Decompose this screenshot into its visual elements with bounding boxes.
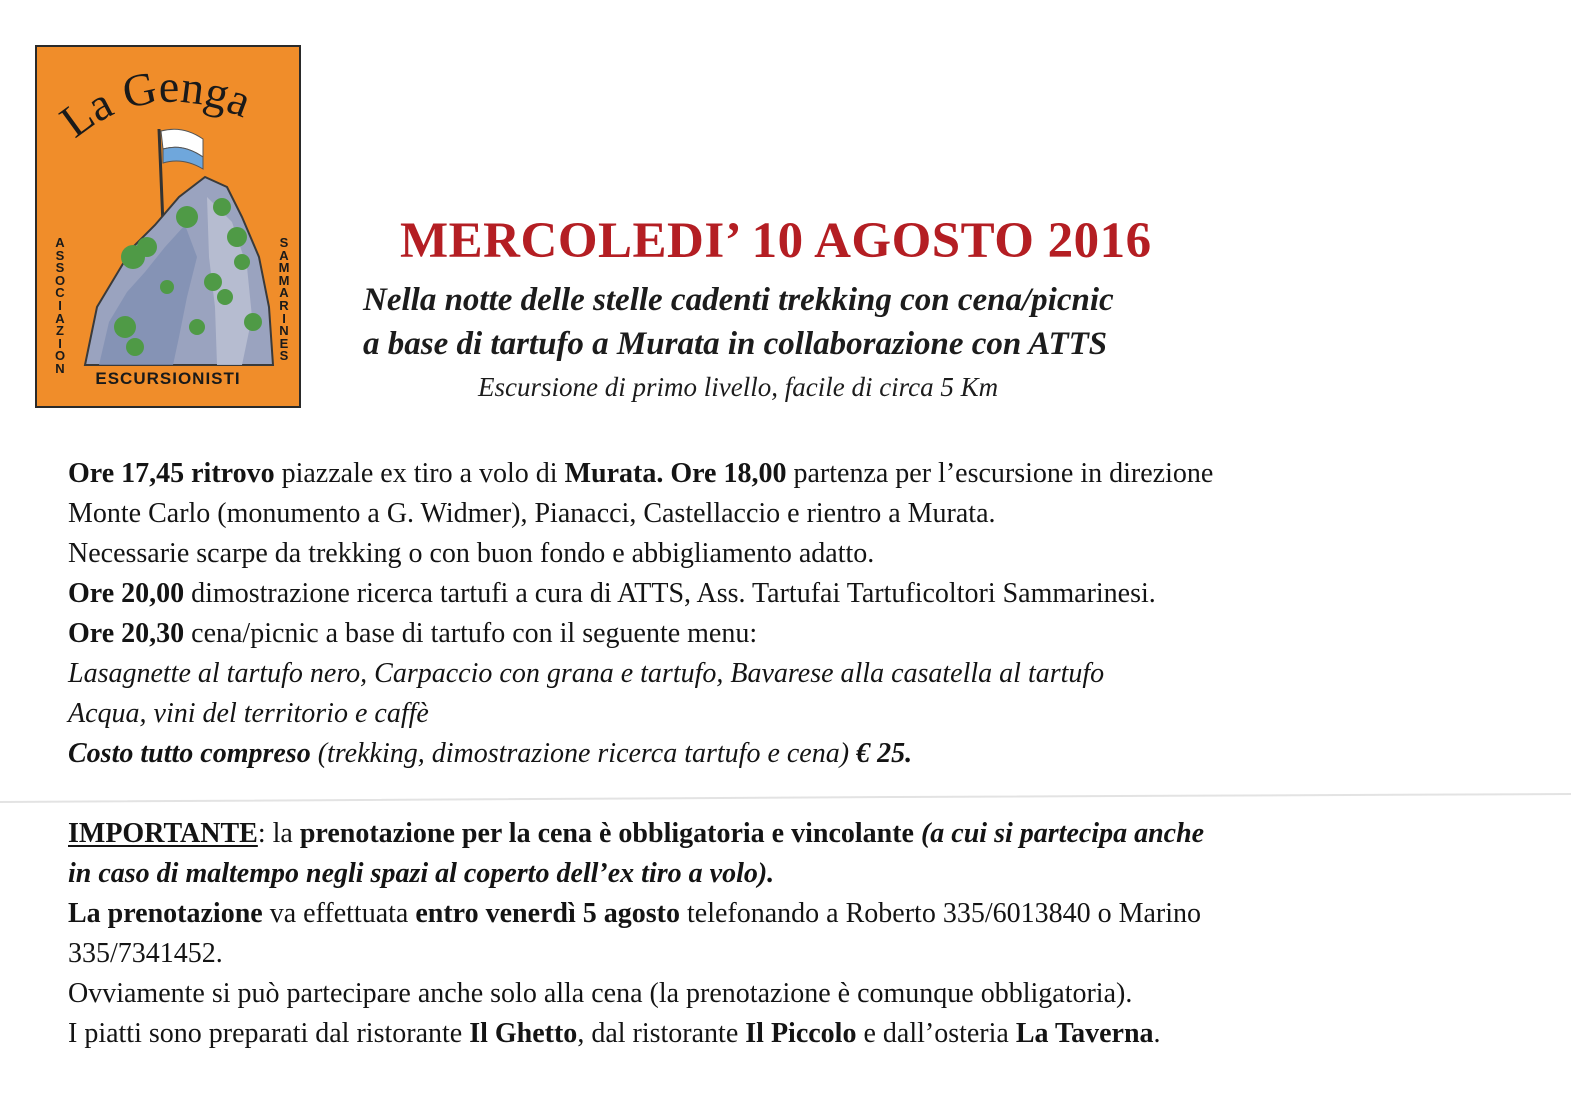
- logo-name: La Genga: [50, 60, 259, 148]
- subtitle-line-2: a base di tartufo a Murata in collaborazione con ATTS: [363, 326, 1108, 362]
- cost-line: Costo tutto compreso (trekking, dimostrazione ricerca tartufo e cena) € 25.: [68, 738, 913, 769]
- program-line-4: Ore 20,00 dimostrazione ricerca tartufi a cura di ATTS, Ass. Tartufai Tartuficoltori Sammarinesi.: [68, 578, 1156, 609]
- page-title: MERCOLEDI’ 10 AGOSTO 2016: [400, 213, 1152, 269]
- booking-phone-line: 335/7341452.: [68, 938, 223, 969]
- program-line-1: Ore 17,45 ritrovo piazzale ex tiro a volo di Murata. Ore 18,00 partenza per l’escursione in direzione: [68, 458, 1214, 489]
- logo-artwork: [37, 47, 299, 406]
- program-line-5: Ore 20,30 cena/picnic a base di tartufo con il seguente menu:: [68, 618, 758, 649]
- logo-bottom-text: ESCURSIONISTI: [95, 369, 241, 388]
- logo: [35, 45, 301, 408]
- important-line-2: in caso di maltempo negli spazi al coperto dell’ex tiro a volo).: [68, 858, 775, 889]
- paper-fold-divider: [0, 792, 1571, 806]
- booking-line: La prenotazione va effettuata entro venerdì 5 agosto telefonando a Roberto 335/6013840 o Marino: [68, 898, 1202, 929]
- dinner-only-line: Ovviamente si può partecipare anche solo alla cena (la prenotazione è comunque obbligatoria).: [68, 978, 1133, 1009]
- menu-line-2: Acqua, vini del territorio e caffè: [68, 698, 429, 729]
- logo-right-vertical: S A M M A R I N E S: [278, 235, 290, 364]
- excursion-note: Escursione di primo livello, facile di circa 5 Km: [478, 372, 999, 402]
- restaurants-line: I piatti sono preparati dal ristorante Il Ghetto, dal ristorante Il Piccolo e dall’osteria La Taverna.: [68, 1018, 1161, 1049]
- subtitle-line-1: Nella notte delle stelle cadenti trekking con cena/picnic: [363, 282, 1114, 318]
- program-line-3: Necessarie scarpe da trekking o con buon fondo e abbigliamento adatto.: [68, 538, 875, 569]
- program-line-2: Monte Carlo (monumento a G. Widmer), Pianacci, Castellaccio e rientro a Murata.: [68, 498, 996, 529]
- logo-left-vertical: A S S O C I A Z I O N: [54, 235, 66, 376]
- important-line-1: IMPORTANTE: la prenotazione per la cena è obbligatoria e vincolante (a cui si partecipa anche: [68, 818, 1205, 849]
- menu-line-1: Lasagnette al tartufo nero, Carpaccio con grana e tartufo, Bavarese alla casatella al tartufo: [68, 658, 1105, 689]
